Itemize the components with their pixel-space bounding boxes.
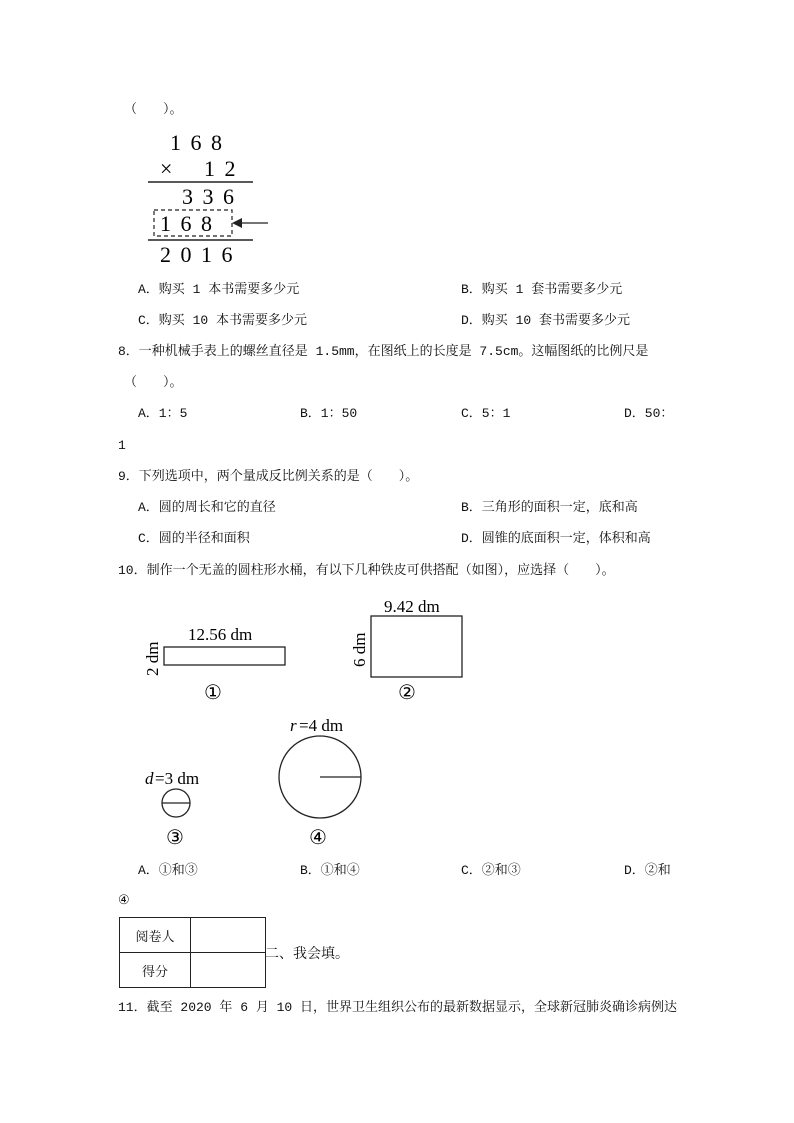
q7-option-c: C．购买 10 本书需要多少元: [138, 313, 308, 328]
grader-table: [119, 917, 266, 988]
q8-stem-tail: （ ）。: [124, 375, 183, 390]
q8-option-d-wrap: 1: [118, 438, 126, 453]
q8-option-c: C．5：1: [461, 406, 511, 421]
fig2-number: ②: [398, 680, 416, 704]
q7-partial-product-2: 1 6 8: [160, 211, 214, 236]
q7-result: 2 0 1 6: [160, 242, 235, 267]
q8-option-d: D．50：: [624, 406, 674, 421]
fig1-rectangle: [164, 647, 285, 665]
q7-option-a: A．购买 1 本书需要多少元: [138, 282, 300, 297]
fig3-label: =3 dm: [155, 769, 200, 788]
q10-option-b: B．①和④: [300, 863, 360, 878]
fig1-number: ①: [204, 680, 222, 704]
grader-label: 阅卷人: [120, 918, 191, 953]
fig3-var: d: [145, 769, 154, 788]
q10-option-a: A．①和③: [138, 863, 198, 878]
q9-stem: 9．下列选项中，两个量成反比例关系的是（ ）。: [118, 469, 419, 484]
q8-option-a: A．1：5: [138, 406, 188, 421]
score-label: 得分: [120, 953, 191, 988]
q10-option-d-wrap: ④: [118, 893, 130, 908]
grader-blank: [191, 918, 266, 953]
fig2-top-label: 9.42 dm: [384, 597, 440, 616]
q10-option-d: D．②和: [624, 863, 671, 878]
fig4-label: =4 dm: [299, 716, 344, 735]
q7-times-sign: ×: [160, 156, 173, 181]
q8-option-b: B．1：50: [300, 406, 358, 421]
fig4-var: r: [290, 716, 297, 735]
fig3-number: ③: [166, 825, 184, 849]
q9-option-d: D．圆锥的底面积一定，体积和高: [461, 531, 651, 546]
q7-partial-product-1: 3 3 6: [182, 184, 236, 209]
q9-option-b: B．三角形的面积一定，底和高: [461, 500, 638, 515]
q7-multiplicand: 1 6 8: [170, 130, 224, 155]
q9-option-a: A．圆的周长和它的直径: [138, 500, 276, 515]
q11-stem: 11．截至 2020 年 6 月 10 日，世界卫生组织公布的最新数据显示，全球新冠肺炎确诊病例达: [118, 1000, 678, 1015]
q9-option-c: C．圆的半径和面积: [138, 531, 250, 546]
q7-option-d: D．购买 10 套书需要多少元: [461, 313, 631, 328]
q7-option-b: B．购买 1 套书需要多少元: [461, 282, 623, 297]
q7-multiplier: 1 2: [204, 156, 238, 181]
section-2-title: 二、我会填。: [265, 946, 349, 962]
q7-stem-tail: （ ）。: [124, 102, 183, 117]
fig2-side-label: 6 dm: [350, 632, 369, 667]
q10-stem: 10．制作一个无盖的圆柱形水桶，有以下几种铁皮可供搭配（如图），应选择（ ）。: [118, 563, 615, 578]
score-blank: [191, 953, 266, 988]
fig4-number: ④: [309, 825, 327, 849]
q10-option-c: C．②和③: [461, 863, 521, 878]
fig2-rectangle: [371, 616, 462, 677]
q8-stem: 8．一种机械手表上的螺丝直径是 1.5mm，在图纸上的长度是 7.5cm。这幅图纸的比例尺是: [118, 344, 649, 359]
fig1-side-label: 2 dm: [143, 641, 162, 676]
fig1-top-label: 12.56 dm: [188, 625, 253, 644]
